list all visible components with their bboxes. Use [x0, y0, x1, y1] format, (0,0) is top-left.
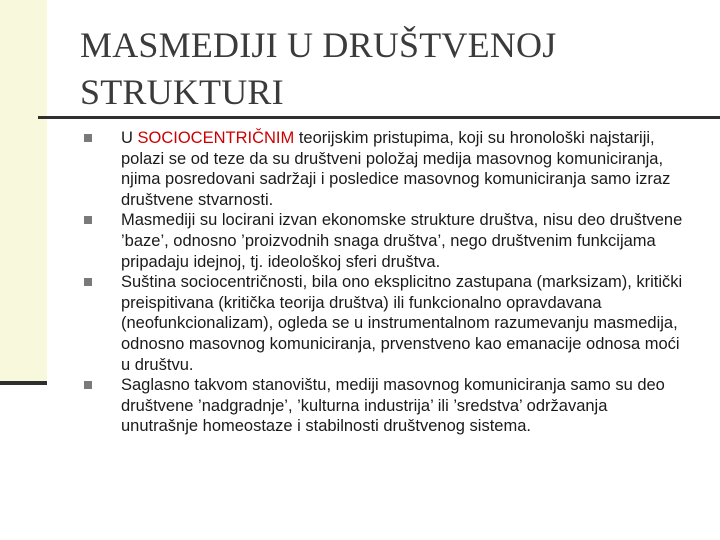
bullet-text: Suština sociocentričnosti, bila ono eksplicitno zastupana (marksizam), kritički preispitivana (kritička teorija društva) ili funkcionalno opravdavana (neofunkcionalizam), ogleda se u instrumentalnom razumevanju masmedija, odnosno masovnog komuniciranja, prvenstveno kao emanacije odnosa moći u društvu. [121, 273, 683, 374]
bullet-item [84, 375, 684, 437]
bullet-list [84, 128, 684, 437]
title-divider [38, 116, 720, 119]
bullet-item [84, 210, 684, 272]
slide-title: MASMEDIJI U DRUŠTVENOJ STRUKTURI [80, 25, 557, 112]
square-bullet-icon [84, 278, 92, 286]
left-accent-bar [0, 381, 47, 385]
bullet-text: Saglasno takvom stanovištu, mediji masovnog komuniciranja samo su deo društvene ’nadgradnje’, ’kulturna industrija’ ili ’sredstva’ održavanja unutrašnje homeostaze i stabilnosti društvenog sistema. [121, 376, 665, 436]
bullet-item [84, 128, 684, 210]
highlighted-term: SOCIOCENTRIČNIM [137, 129, 295, 147]
left-decorative-panel [0, 0, 47, 385]
bullet-text: Masmediji su locirani izvan ekonomske strukture društva, nisu deo društvene ’baze’, odnosno ’proizvodnih snaga društva’, nego društvenim funkcijama pripadaju idejnoj, tj. ideološkoj sferi društva. [121, 211, 683, 271]
square-bullet-icon [84, 381, 92, 389]
square-bullet-icon [84, 216, 92, 224]
bullet-item [84, 272, 684, 375]
square-bullet-icon [84, 134, 92, 142]
bullet-prefix: U [121, 129, 138, 147]
bullet-text: teorijskim pristupima, koji su hronološki najstariji, polazi se od teze da su društveni položaj medija masovnog komuniciranja, njima posredovani sadržaji i posledice masovnog komuniciranja samo izraz društvene stvarnosti. [121, 129, 671, 209]
